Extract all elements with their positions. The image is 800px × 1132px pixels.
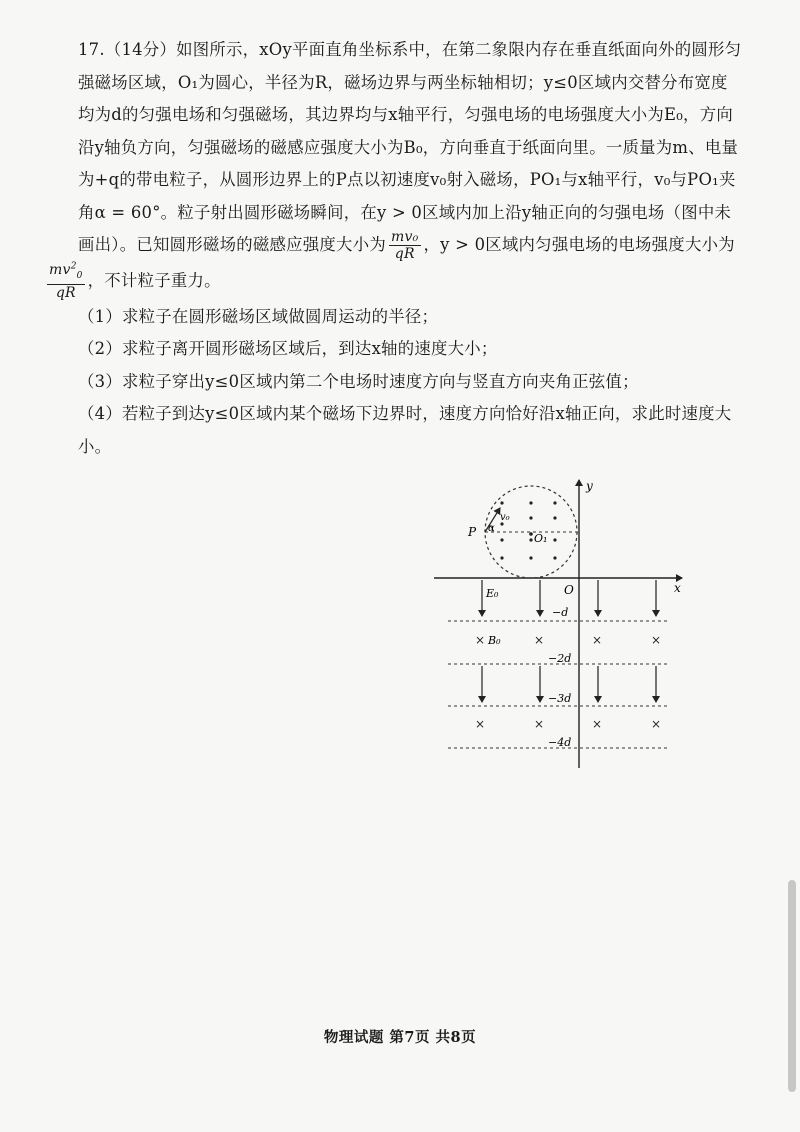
statement-part-3: ，不计粒子重力。 (87, 270, 221, 290)
level-minus-3d: −3d (548, 692, 572, 705)
magnetic-field-crosses-layer-2 (475, 633, 661, 647)
fraction-2-denominator: qR (55, 284, 76, 301)
field-out-dots (500, 501, 556, 559)
svg-text:×: × (475, 717, 486, 731)
problem-17 (44, 34, 744, 463)
svg-text:×: × (592, 633, 603, 647)
fraction-2-numerator: mv (49, 262, 71, 278)
fraction-electric-field (47, 262, 85, 301)
problem-statement (44, 34, 744, 262)
field-diagram (430, 476, 690, 776)
svg-text:×: × (592, 717, 603, 731)
field-e0-label: E₀ (486, 587, 499, 600)
statement-part-2: ，y > 0区域内匀强电场的电场强度大小为 (423, 235, 735, 254)
page-footer: 物理试题 第7页 共8页 (323, 1029, 477, 1046)
x-axis-label: x (674, 581, 681, 595)
level-minus-4d: −4d (548, 736, 572, 749)
statement-part-1: 17.（14分）如图所示，xOy平面直角坐标系中，在第二象限内存在垂直纸面向外的圆形匀强磁场区域，O₁为圆心，半径为R，磁场边界与两坐标轴相切；y≤0区域内交替分布宽度均为d的匀强电场和匀强磁场，其边界均与x轴平行，匀强电场的电场强度大小为E₀，方向沿y轴负方向，匀强磁场的磁感应强度大小为B₀，方向垂直于纸面向里。一质量为m、电量为+q的带电粒子，从圆形边界上的P点以初速度v₀射入磁场，PO₁与x轴平行，v₀与PO₁夹角α = 60°。粒子射出圆形磁场瞬间，在y > 0区域内加上沿y轴正向的匀强电场（图中未画出）。已知圆形磁场的磁感应强度大小为 (78, 40, 742, 254)
y-axis-label: y (586, 479, 593, 493)
fraction-2-exponent: 2 (70, 261, 77, 272)
svg-text:×: × (534, 633, 545, 647)
question-2: （2）求粒子离开圆形磁场区域后，到达x轴的速度大小； (78, 339, 498, 359)
angle-label: α (488, 523, 495, 534)
level-minus-d: −d (552, 606, 569, 619)
question-3: （3）求粒子穿出y≤0区域内第二个电场时速度方向与竖直方向夹角正弦值； (78, 371, 639, 391)
point-p-label: P (468, 525, 477, 539)
origin-label: O (564, 583, 574, 597)
statement-continuation (44, 262, 744, 301)
svg-text:×: × (534, 717, 545, 731)
fraction-magnetic-field (389, 229, 421, 262)
svg-text:×: × (651, 717, 662, 731)
fraction-2-subscript: 0 (76, 270, 83, 281)
center-o1-label: O₁ (534, 532, 548, 545)
svg-text:×: × (651, 633, 662, 647)
fraction-1-numerator: mv₀ (390, 229, 419, 245)
magnetic-field-crosses-layer-4 (475, 717, 661, 731)
question-1: （1）求粒子在圆形磁场区域做圆周运动的半径； (78, 306, 439, 326)
svg-text:×: × (475, 633, 486, 647)
level-minus-2d: −2d (548, 652, 572, 665)
scrollbar-thumb[interactable] (788, 880, 796, 1092)
velocity-label: v₀ (500, 512, 510, 523)
question-4: （4）若粒子到达y≤0区域内某个磁场下边界时，速度方向恰好沿x轴正向，求此时速度大小。 (78, 404, 732, 456)
fraction-1-denominator: qR (394, 246, 415, 262)
field-b0-label: B₀ (488, 634, 501, 647)
